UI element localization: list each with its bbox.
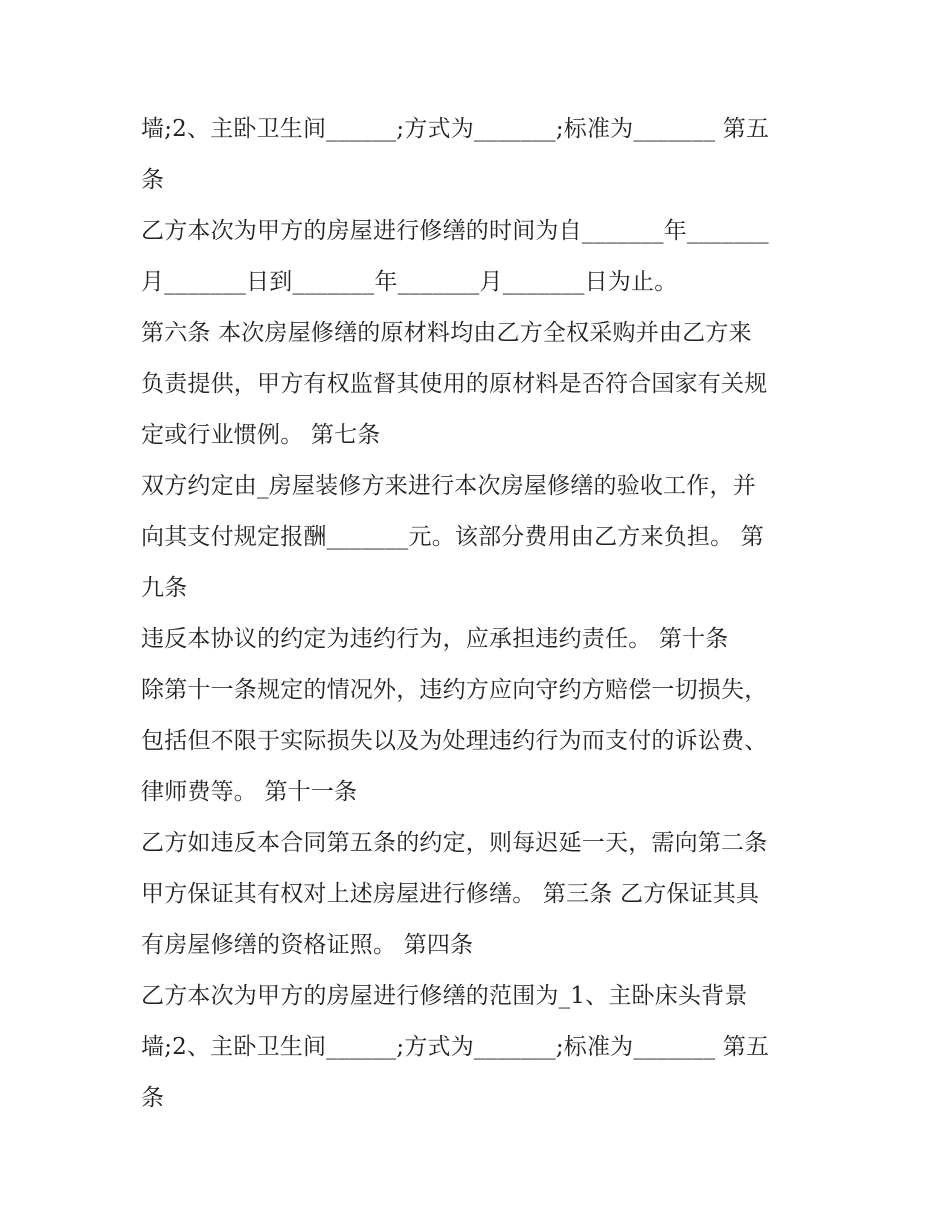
text-line: 双方约定由_房屋装修方来进行本次房屋修缮的验收工作，并 bbox=[141, 473, 756, 499]
text-line: 向其支付规定报酬_______元。该部分费用由乙方来负担。 第 bbox=[141, 524, 765, 550]
text-line: 乙方本次为甲方的房屋进行修缮的时间为自_______年_______ bbox=[141, 218, 769, 244]
text-line: 有房屋修缮的资格证照。 第四条 bbox=[141, 932, 474, 958]
document-body bbox=[141, 104, 831, 1124]
text-line: 九条 bbox=[141, 575, 188, 601]
text-line: 除第十一条规定的情况外，违约方应向守约方赔偿一切损失， bbox=[141, 677, 768, 703]
text-line: 第六条 本次房屋修缮的原材料均由乙方全权采购并由乙方来 bbox=[141, 320, 752, 346]
text-line: 墙;2、主卧卫生间______;方式为_______;标准为_______ 第五 bbox=[141, 116, 770, 142]
text-line: 包括但不限于实际损失以及为处理违约行为而支付的诉讼费、 bbox=[141, 728, 768, 754]
text-line: 条 bbox=[141, 167, 165, 193]
text-line: 墙;2、主卧卫生间______;方式为_______;标准为_______ 第五 bbox=[141, 1034, 770, 1060]
text-line: 负责提供，甲方有权监督其使用的原材料是否符合国家有关规 bbox=[141, 371, 768, 397]
text-line: 律师费等。 第十一条 bbox=[141, 779, 358, 805]
text-line: 违反本协议的约定为违约行为，应承担违约责任。 第十条 bbox=[141, 626, 729, 652]
text-line: 乙方如违反本合同第五条的约定，则每迟延一天，需向第二条 bbox=[141, 830, 768, 856]
text-line: 乙方本次为甲方的房屋进行修缮的范围为_1、主卧床头背景 bbox=[141, 983, 748, 1009]
text-line: 定或行业惯例。 第七条 bbox=[141, 422, 381, 448]
text-line: 甲方保证其有权对上述房屋进行修缮。 第三条 乙方保证其具 bbox=[141, 881, 760, 907]
text-line: 条 bbox=[141, 1085, 165, 1111]
text-line: 月_______日到_______年_______月_______日为止。 bbox=[141, 269, 678, 295]
